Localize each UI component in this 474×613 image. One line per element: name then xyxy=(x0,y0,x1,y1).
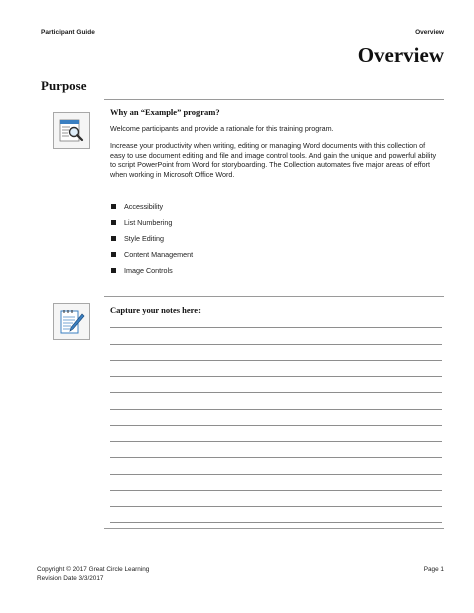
section-title: Why an “Example” program? xyxy=(110,107,220,117)
note-line[interactable] xyxy=(110,376,442,377)
section-icon-frame xyxy=(53,112,90,149)
bullet-square-icon xyxy=(111,268,116,273)
section-divider xyxy=(104,99,444,100)
note-line[interactable] xyxy=(110,522,442,523)
note-line[interactable] xyxy=(110,409,442,410)
copyright-text: Copyright © 2017 Great Circle Learning xyxy=(37,566,150,573)
notepad-pencil-icon xyxy=(56,306,87,337)
list-item xyxy=(110,266,193,282)
list-item xyxy=(110,218,193,234)
footer-left xyxy=(37,566,149,583)
list-item-label: Image Controls xyxy=(124,266,173,275)
bullet-square-icon xyxy=(111,204,116,209)
note-line[interactable] xyxy=(110,474,442,475)
list-item-label: List Numbering xyxy=(124,218,173,227)
intro-paragraph: Welcome participants and provide a rationale for this training program. xyxy=(110,124,334,133)
note-line[interactable] xyxy=(110,457,442,458)
note-line[interactable] xyxy=(110,360,442,361)
bullet-square-icon xyxy=(111,236,116,241)
list-item-label: Accessibility xyxy=(124,202,164,211)
note-line[interactable] xyxy=(110,506,442,507)
page-title: Overview xyxy=(357,43,444,67)
revision-date: Revision Date 3/3/2017 xyxy=(37,574,104,582)
bullet-square-icon xyxy=(111,252,116,257)
section-heading: Purpose xyxy=(41,78,87,93)
bullet-square-icon xyxy=(111,220,116,225)
list-item xyxy=(110,250,193,266)
bullet-list xyxy=(110,202,193,282)
list-item-label: Style Editing xyxy=(124,234,164,243)
list-item xyxy=(110,202,193,218)
note-line[interactable] xyxy=(110,344,442,345)
running-header-left: Participant Guide xyxy=(41,29,95,36)
section-divider xyxy=(104,296,444,297)
body-paragraph: Increase your productivity when writing, editing or managing Word documents with this collection of easy to use document editing and file and image control tools. And gain the unique and powerful ability to script PowerPoint from Word for storyboarding. The Collection automates five major areas of effort when working in Microsoft Office Word. xyxy=(110,141,437,180)
note-line[interactable] xyxy=(110,490,442,491)
section-divider xyxy=(104,528,444,529)
note-line[interactable] xyxy=(110,392,442,393)
note-line[interactable] xyxy=(110,441,442,442)
running-header-right: Overview xyxy=(415,29,444,36)
page-number: Page 1 xyxy=(423,566,444,573)
list-item-label: Content Management xyxy=(124,250,194,259)
list-item xyxy=(110,234,193,250)
magnifier-document-icon xyxy=(56,115,87,146)
note-line[interactable] xyxy=(110,425,442,426)
section-icon-frame xyxy=(53,303,90,340)
note-line[interactable] xyxy=(110,327,442,328)
section-title: Capture your notes here: xyxy=(110,305,201,315)
